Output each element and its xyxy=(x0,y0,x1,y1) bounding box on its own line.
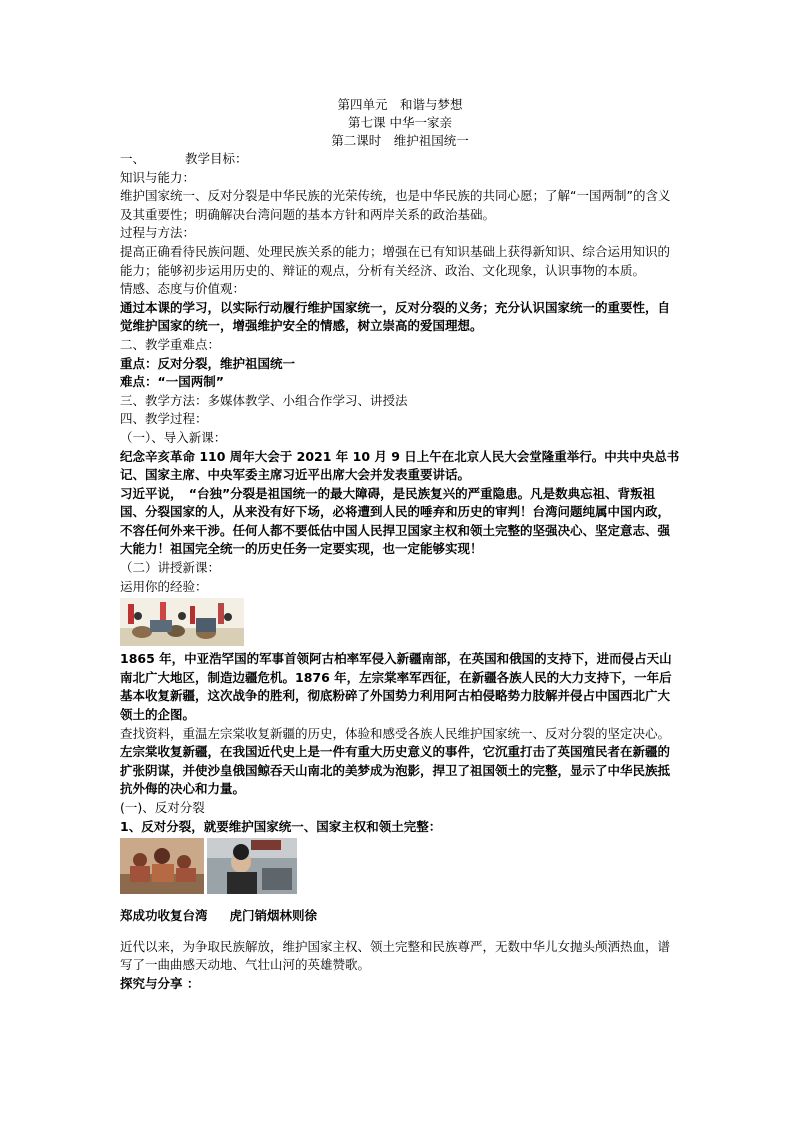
xinjiang-story: 1865 年，中亚浩罕国的军事首领阿古柏率军侵入新疆南部，在英国和俄国的支持下，进而侵占天山南北广大地区，制造边疆危机。1876 年，左宗棠率军西征，在新疆各族人民的大力支持下，一年后基本收复新疆，这次战争的胜利，彻底粉碎了外国势力利用阿古柏侵略势力肢解并侵占中国西北广大领土的企图。 xyxy=(120,651,672,723)
experience-heading: 运用你的经验： xyxy=(120,578,208,594)
document-page xyxy=(120,96,680,994)
story-conclusion: 左宗棠收复新疆，在我国近代史上是一件有重大历史意义的事件，它沉重打击了英国殖民者在新疆的扩张阴谋，并使沙皇俄国鲸吞天山南北的美梦成为泡影，捍卫了祖国领土的完整，显示了中华民族抵抗外侮的决心和力量。 xyxy=(120,744,671,797)
section-1-number: 一、 xyxy=(120,151,146,166)
section-1-title: 教学目标： xyxy=(185,151,248,166)
explore-share-heading: 探究与分享 ： xyxy=(120,975,200,991)
section-3-heading: 三、教学方法：多媒体教学、小组合作学习、讲授法 xyxy=(120,392,408,408)
new-lesson-heading: （二）讲授新课： xyxy=(120,560,221,576)
process-body: 提高正确看待民族问题、处理民族关系的能力；增强在已有知识基础上获得新知识、综合运用知识的能力；能够初步运用历史的、辩证的观点，分析有关经济、政治、文化现象，认识事物的本质。 xyxy=(120,243,671,278)
subsection-1-heading: (一)、反对分裂 xyxy=(120,800,205,815)
section-4-heading: 四、教学过程： xyxy=(120,411,208,427)
caption-lin-zexu: 虎门销烟林则徐 xyxy=(229,907,318,923)
emotion-title: 情感、态度与价值观： xyxy=(120,281,246,297)
lesson-title: 第七课 中华一家亲 xyxy=(348,115,452,130)
knowledge-body: 维护国家统一、反对分裂是中华民族的光荣传统，也是中华民族的共同心愿；了解“一国两制”的含义及其重要性；明确解决台湾问题的基本方针和两岸关系的政治基础。 xyxy=(120,188,671,222)
knowledge-title: 知识与能力： xyxy=(120,169,196,185)
caption-zheng-chenggong: 郑成功收复台湾 xyxy=(120,907,208,923)
section-2-heading: 二、教学重难点： xyxy=(120,336,221,352)
modern-history-paragraph: 近代以来，为争取民族解放，维护国家主权、领土完整和民族尊严，无数中华儿女抛头颅洒热血，谱写了一曲曲感天动地、气壮山河的英雄赞歌。 xyxy=(120,938,671,973)
lin-zexu-image xyxy=(207,838,297,894)
zheng-chenggong-image xyxy=(120,838,204,894)
intro-paragraph-1: 纪念辛亥革命 110 周年大会于 2021 年 10 月 9 日上午在北京人民大会堂隆重举行。中共中央总书记、国家主席、中央军委主席习近平出席大会并发表重要讲话。 xyxy=(120,448,680,483)
history-images xyxy=(120,838,680,894)
intro-paragraph-2: 习近平说， “台独”分裂是祖国统一的最大障碍，是民族复兴的严重隐患。凡是数典忘祖、背叛祖国、分裂国家的人，从来没有好下场，必将遭到人民的唾弃和历史的审判！台湾问题纯属中国内政，不容任何外来干涉。任何人都不要低估中国人民捍卫国家主权和领土完整的坚强决心、坚定意志、强大能力！祖国完全统一的历史任务一定要实现，也一定能够实现！ xyxy=(120,485,671,557)
intro-heading: （一）、导入新课： xyxy=(120,429,227,445)
image-captions xyxy=(120,907,680,926)
section-1-heading xyxy=(120,150,680,169)
point-1: 1、反对分裂，就要维护国家统一、国家主权和领土完整： xyxy=(120,818,442,834)
emotion-body: 通过本课的学习，以实际行动履行维护国家统一，反对分裂的义务；充分认识国家统一的重要性，自觉维护国家的统一，增强维护安全的情感，树立崇高的爱国理想。 xyxy=(120,299,671,334)
expedition-illustration xyxy=(120,598,244,646)
period-title: 第二课时 维护祖国统一 xyxy=(331,133,469,148)
research-task: 查找资料，重温左宗棠收复新疆的历史，体验和感受各族人民维护国家统一、反对分裂的坚定决心。 xyxy=(120,725,671,741)
difficult-point: 难点：“一国两制” xyxy=(120,374,224,390)
unit-title: 第四单元 和谐与梦想 xyxy=(337,97,463,112)
key-point: 重点：反对分裂，维护祖国统一 xyxy=(120,355,296,371)
process-title: 过程与方法： xyxy=(120,225,196,241)
